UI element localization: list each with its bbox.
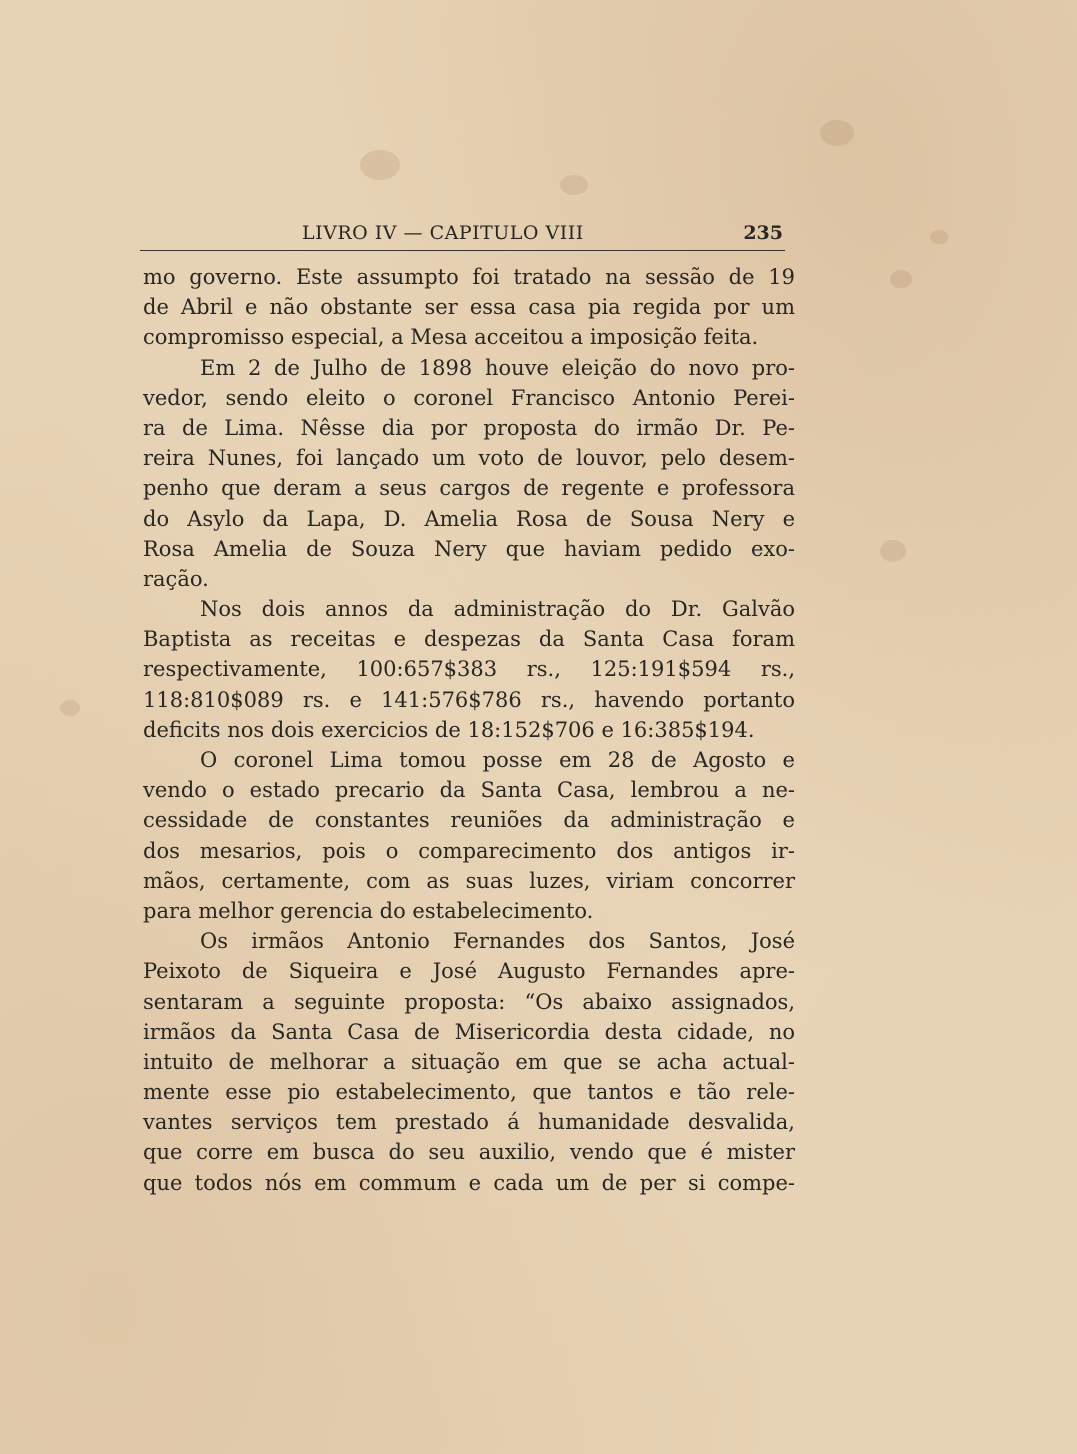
text-line: para melhor gerencia do estabelecimento. — [143, 898, 594, 923]
text-line: do Asylo da Lapa, D. Amelia Rosa de Sousa Nery e — [143, 506, 795, 531]
text-line: Nos dois annos da administração do Dr. Galvão — [200, 597, 795, 622]
text-line: 118:810$089 rs. e 141:576$786 rs., havendo portanto — [143, 687, 795, 712]
text-line: que todos nós em commum e cada um de per si compe- — [143, 1170, 795, 1195]
text-line: penho que deram a seus cargos de regente e professora — [143, 476, 795, 501]
running-header — [140, 220, 785, 251]
body-text — [143, 262, 795, 1198]
text-line: vantes serviços tem prestado á humanidade desvalida, — [143, 1110, 795, 1135]
text-line: Peixoto de Siqueira e José Augusto Fernandes apre- — [143, 959, 795, 984]
text-line: ração. — [143, 566, 209, 591]
paper-stain — [60, 700, 80, 716]
text-line: intuito de melhorar a situação em que se acha actual- — [143, 1049, 795, 1074]
paper-stain — [880, 540, 906, 562]
text-line: compromisso especial, a Mesa acceitou a imposição feita. — [143, 325, 759, 350]
text-line: Baptista as receitas e despezas da Santa Casa foram — [143, 627, 795, 652]
text-line: respectivamente, 100:657$383 rs., 125:191$594 rs., — [143, 657, 795, 682]
paper-stain — [890, 270, 912, 288]
text-line: vendo o estado precario da Santa Casa, lembrou a ne- — [143, 778, 795, 803]
paper-stain — [930, 230, 948, 244]
text-line: deficits nos dois exercicios de 18:152$706 e 16:385$194. — [143, 717, 755, 742]
page-number: 235 — [743, 222, 783, 244]
text-line: cessidade de constantes reuniões da administração e — [143, 808, 795, 833]
text-line: que corre em busca do seu auxilio, vendo que é mister — [143, 1140, 795, 1165]
text-line: sentaram a seguinte proposta: “Os abaixo assignados, — [143, 989, 795, 1014]
text-line: mo governo. Este assumpto foi tratado na sessão de 19 — [143, 265, 795, 289]
paper-stain — [820, 120, 854, 146]
text-line: mente esse pio estabelecimento, que tantos e tão rele- — [143, 1080, 795, 1105]
text-line: de Abril e não obstante ser essa casa pia regida por um — [143, 295, 795, 320]
text-line: Os irmãos Antonio Fernandes dos Santos, José — [200, 929, 795, 954]
paper-stain — [360, 150, 400, 180]
paper-stain — [560, 175, 588, 195]
text-line: reira Nunes, foi lançado um voto de louvor, pelo desem- — [143, 446, 795, 471]
text-line: Rosa Amelia de Souza Nery que haviam pedido exo- — [143, 536, 795, 561]
text-line: vedor, sendo eleito o coronel Francisco Antonio Perei- — [143, 385, 795, 410]
text-line: irmãos da Santa Casa de Misericordia desta cidade, no — [143, 1019, 795, 1044]
running-title: LIVRO IV — CAPITULO VIII — [302, 222, 584, 244]
text-line: mãos, certamente, com as suas luzes, viriam concorrer — [143, 868, 795, 893]
text-line: dos mesarios, pois o comparecimento dos antigos ir- — [143, 838, 795, 863]
text-line: ra de Lima. Nêsse dia por proposta do irmão Dr. Pe- — [143, 415, 795, 440]
text-line: Em 2 de Julho de 1898 houve eleição do novo pro- — [200, 355, 795, 380]
text-line: O coronel Lima tomou posse em 28 de Agosto e — [200, 748, 795, 772]
